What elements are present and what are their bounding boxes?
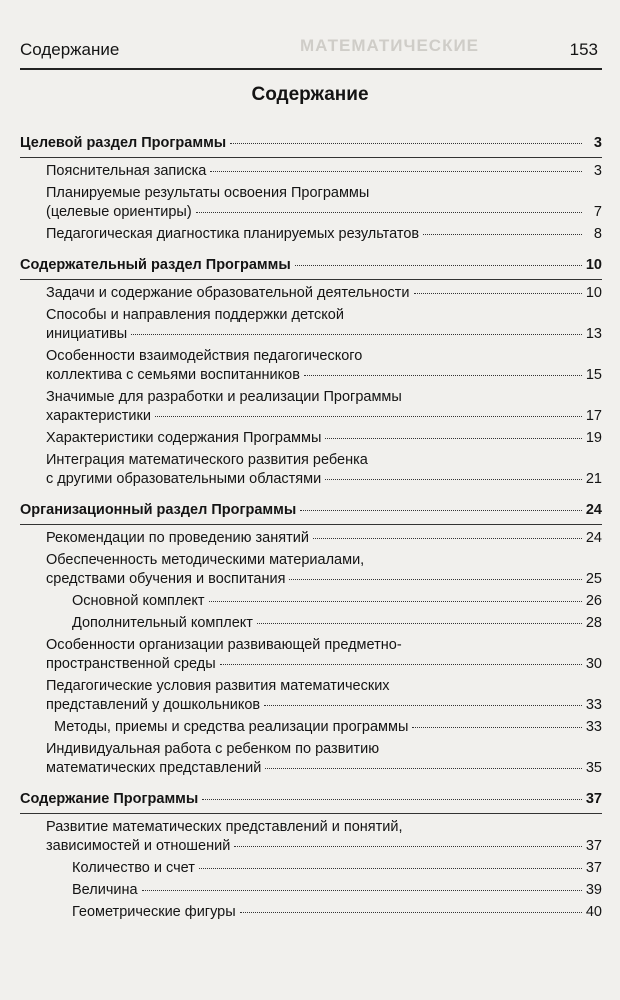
dot-leader xyxy=(142,890,582,891)
dot-leader xyxy=(295,265,582,266)
dot-leader xyxy=(196,212,582,213)
entry-page: 15 xyxy=(585,367,602,383)
section-title: Содержательный раздел Программы xyxy=(20,257,291,273)
entry-title: Основной комплект xyxy=(72,593,205,609)
dot-leader xyxy=(313,538,582,539)
toc-entry[interactable] xyxy=(20,347,602,385)
dot-leader xyxy=(257,623,582,624)
toc-entry[interactable] xyxy=(20,184,602,222)
toc-entry[interactable] xyxy=(20,903,602,922)
section-divider xyxy=(20,157,602,158)
entry-title: Педагогическая диагностика планируемых результатов xyxy=(46,226,420,242)
dot-leader xyxy=(240,912,582,913)
entry-title: математических представлений xyxy=(46,760,262,776)
entry-title: Пояснительная записка xyxy=(46,163,207,179)
entry-title: коллектива с семьями воспитанников xyxy=(46,367,300,383)
toc-entry[interactable] xyxy=(20,718,602,737)
toc-entry[interactable] xyxy=(20,162,602,181)
dot-leader xyxy=(423,234,582,235)
toc-entry[interactable] xyxy=(20,388,602,426)
entry-page: 3 xyxy=(593,163,602,179)
entry-title-line: Обеспеченность методическими материалами, xyxy=(46,552,365,568)
entry-title: характеристики xyxy=(46,408,151,424)
entry-page: 8 xyxy=(593,226,602,242)
entry-title: Задачи и содержание образовательной деятельности xyxy=(46,285,410,301)
toc-entry[interactable] xyxy=(20,529,602,548)
toc-entry[interactable] xyxy=(20,429,602,448)
section-page: 3 xyxy=(593,135,602,151)
toc-entry[interactable] xyxy=(20,284,602,303)
section-page: 24 xyxy=(585,502,602,518)
entry-title-line: Особенности организации развивающей предметно- xyxy=(46,637,402,653)
toc-section-heading[interactable] xyxy=(20,499,602,523)
entry-page: 28 xyxy=(585,615,602,631)
entry-page: 39 xyxy=(585,882,602,898)
toc-entry[interactable] xyxy=(20,551,602,589)
entry-title: Рекомендации по проведению занятий xyxy=(46,530,309,546)
section-page: 10 xyxy=(585,257,602,273)
toc-section-heading[interactable] xyxy=(20,132,602,156)
table-of-contents xyxy=(20,132,602,925)
entry-title: Дополнительный комплект xyxy=(72,615,253,631)
dot-leader xyxy=(304,375,582,376)
entry-title: средствами обучения и воспитания xyxy=(46,571,286,587)
dot-leader xyxy=(210,171,582,172)
toc-entry[interactable] xyxy=(20,677,602,715)
dot-leader xyxy=(289,579,581,580)
toc-entry[interactable] xyxy=(20,306,602,344)
bleed-through-text: МАТЕМАТИЧЕСКИЕ xyxy=(300,36,480,55)
toc-entry[interactable] xyxy=(20,614,602,633)
dot-leader xyxy=(155,416,582,417)
dot-leader xyxy=(234,846,582,847)
page-title: Содержание xyxy=(251,84,369,105)
entry-page: 35 xyxy=(585,760,602,776)
entry-page: 24 xyxy=(585,530,602,546)
entry-page: 25 xyxy=(585,571,602,587)
entry-title: представлений у дошкольников xyxy=(46,697,261,713)
dot-leader xyxy=(325,438,581,439)
dot-leader xyxy=(131,334,582,335)
entry-page: 33 xyxy=(585,719,602,735)
dot-leader xyxy=(209,601,582,602)
entry-page: 17 xyxy=(585,408,602,424)
section-divider xyxy=(20,279,602,280)
entry-page: 30 xyxy=(585,656,602,672)
entry-title: инициативы xyxy=(46,326,128,342)
entry-title-line: Планируемые результаты освоения Программы xyxy=(46,185,370,201)
dot-leader xyxy=(202,799,582,800)
entry-page: 40 xyxy=(585,904,602,920)
entry-title-line: Особенности взаимодействия педагогического xyxy=(46,348,363,364)
section-title: Организационный раздел Программы xyxy=(20,502,297,518)
entry-page: 37 xyxy=(585,838,602,854)
entry-title-line: Индивидуальная работа с ребенком по развитию xyxy=(46,741,380,757)
entry-title: (целевые ориентиры) xyxy=(46,204,192,220)
dot-leader xyxy=(414,293,582,294)
running-head: Содержание xyxy=(20,40,120,59)
toc-entry[interactable] xyxy=(20,592,602,611)
toc-entry[interactable] xyxy=(20,881,602,900)
section-page: 37 xyxy=(585,791,602,807)
entry-title-line: Педагогические условия развития математических xyxy=(46,678,390,694)
header-rule xyxy=(20,68,602,70)
dot-leader xyxy=(300,510,582,511)
entry-title-line: Развитие математических представлений и понятий, xyxy=(46,819,403,835)
entry-title-line: Значимые для разработки и реализации Программы xyxy=(46,389,402,405)
entry-title: Величина xyxy=(72,882,138,898)
entry-title: Характеристики содержания Программы xyxy=(46,430,322,446)
dot-leader xyxy=(230,143,582,144)
entry-title-line: Интеграция математического развития ребенка xyxy=(46,452,368,468)
entry-page: 19 xyxy=(585,430,602,446)
entry-title: Методы, приемы и средства реализации программы xyxy=(54,719,409,735)
section-divider xyxy=(20,524,602,525)
toc-section-heading[interactable] xyxy=(20,788,602,812)
toc-entry[interactable] xyxy=(20,225,602,244)
dot-leader xyxy=(264,705,582,706)
section-title: Целевой раздел Программы xyxy=(20,135,227,151)
section-title: Содержание Программы xyxy=(20,791,199,807)
dot-leader xyxy=(412,727,581,728)
entry-page: 7 xyxy=(593,204,602,220)
toc-entry[interactable] xyxy=(20,636,602,674)
dot-leader xyxy=(220,664,582,665)
dot-leader xyxy=(199,868,582,869)
entry-page: 37 xyxy=(585,860,602,876)
dot-leader xyxy=(325,479,582,480)
entry-title: зависимостей и отношений xyxy=(46,838,231,854)
dot-leader xyxy=(265,768,582,769)
entry-title: с другими образовательными областями xyxy=(46,471,322,487)
entry-title: Количество и счет xyxy=(72,860,195,876)
toc-entry[interactable] xyxy=(20,818,602,856)
section-divider xyxy=(20,813,602,814)
entry-page: 26 xyxy=(585,593,602,609)
entry-page: 10 xyxy=(585,285,602,301)
toc-entry[interactable] xyxy=(20,740,602,778)
page-number: 153 xyxy=(569,40,598,59)
toc-section-heading[interactable] xyxy=(20,254,602,278)
entry-page: 21 xyxy=(585,471,602,487)
entry-page: 33 xyxy=(585,697,602,713)
entry-title: Геометрические фигуры xyxy=(72,904,236,920)
entry-title-line: Способы и направления поддержки детской xyxy=(46,307,344,323)
entry-title: пространственной среды xyxy=(46,656,216,672)
toc-entry[interactable] xyxy=(20,859,602,878)
toc-entry[interactable] xyxy=(20,451,602,489)
entry-page: 13 xyxy=(585,326,602,342)
